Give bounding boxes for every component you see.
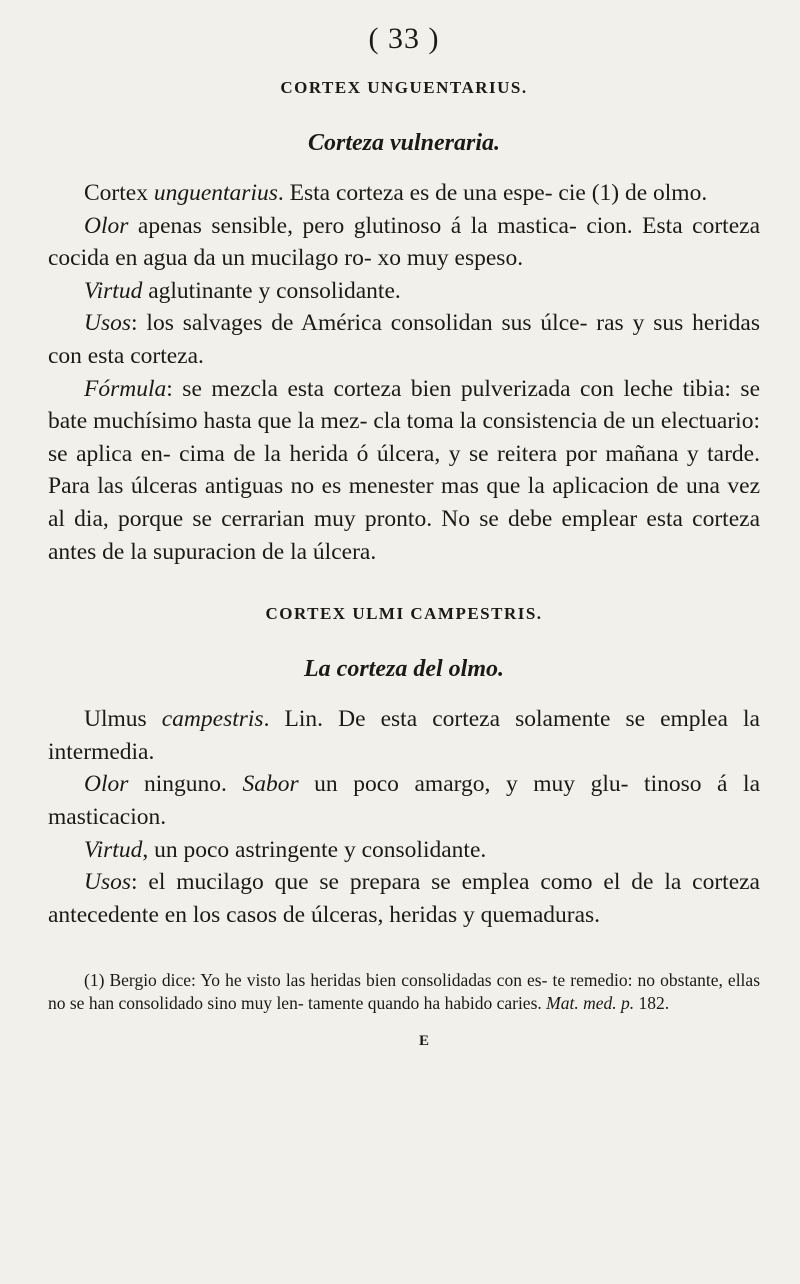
section-title-cortex-unguentarius: CORTEX UNGUENTARIUS. xyxy=(280,78,528,97)
page-number: ( 33 ) xyxy=(368,22,440,55)
section-subtitle-corteza-vulneraria: Corteza vulneraria. xyxy=(307,130,501,156)
paragraph-olor-sabor: Olor ninguno. Sabor un poco amargo, y muy glu- tinoso á la masticacion. xyxy=(48,771,761,830)
paragraph-virtud: Virtud aglutinante y consolidante. xyxy=(84,277,401,304)
paragraph-ulmus: Ulmus campestris. Lin. De esta corteza solamente se emplea la intermedia. xyxy=(48,706,760,765)
paragraph-usos-2: Usos: el mucilago que se prepara se emplea como el de la corteza antecedente en los casos de úlceras, heridas y quemaduras. xyxy=(48,869,760,928)
paragraph-formula: Fórmula: se mezcla esta corteza bien pulverizada con leche tibia: se bate muchísimo hasta que la mez- cla toma la consistencia de un electuario: se aplica en- cima de la herida ó úlcera, y se reitera por mañana y tarde. Para las úlceras antiguas no es menester mas que la aplicacion de una vez al dia, porque se cerrarian muy pronto. No se debe emplear esta corteza antes de la supuracion de la úlcera. xyxy=(48,375,760,565)
paragraph-usos: Usos: los salvages de América consolidan sus úlce- ras y sus heridas con esta corteza. xyxy=(48,310,760,369)
section-title-cortex-ulmi-campestris: CORTEX ULMI CAMPESTRIS. xyxy=(265,604,543,624)
section-subtitle-corteza-del-olmo: La corteza del olmo. xyxy=(304,656,504,683)
paragraph-olor: Olor apenas sensible, pero glutinoso á la mastica- cion. Esta corteza cocida en agua da un mucilago ro- xo muy espeso. xyxy=(48,212,760,272)
paragraph-intro: Cortex unguentarius. Esta corteza es de una espe- cie (1) de olmo. xyxy=(84,180,708,206)
paragraph-virtud-2: Virtud, un poco astringente y consolidante. xyxy=(84,836,487,863)
footnote: (1) Bergio dice: Yo he visto las heridas bien consolidadas con es- te remedio: no obstante, ellas no se han consolidado sino muy len- tamente quando ha habido caries. Mat. med. p. 182. xyxy=(48,970,760,1014)
signature-mark: E xyxy=(418,1032,429,1049)
